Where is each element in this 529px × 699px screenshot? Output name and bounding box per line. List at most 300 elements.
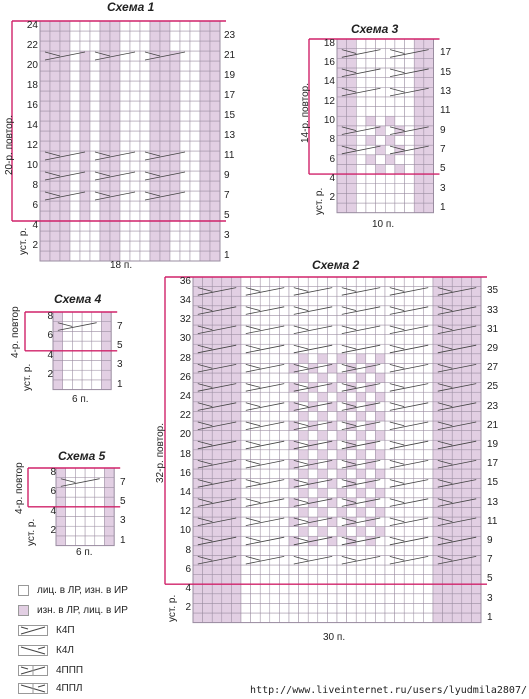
chart-cell — [414, 107, 424, 117]
chart-cell — [160, 41, 170, 51]
chart-cell — [375, 507, 385, 517]
chart-cell — [150, 101, 160, 111]
chart-cell — [241, 335, 251, 345]
chart-cell — [405, 155, 415, 165]
chart-cell — [40, 221, 50, 231]
chart-cell — [150, 141, 160, 151]
chart-cell — [241, 469, 251, 479]
chart-cell — [337, 354, 347, 364]
row-number-right: 23 — [487, 400, 499, 412]
row-number-right: 7 — [487, 554, 493, 566]
chart-cell — [385, 97, 395, 107]
chart-cell — [337, 431, 347, 441]
chart-cell — [95, 536, 105, 546]
chart-cell — [200, 81, 210, 91]
chart-cell — [375, 488, 385, 498]
chart-cell — [102, 322, 112, 332]
row-number-right: 9 — [487, 535, 493, 546]
chart-cell — [423, 575, 433, 585]
chart-cell — [270, 469, 280, 479]
chart-cell — [404, 277, 414, 287]
chart-cell — [337, 184, 347, 194]
chart-cell — [231, 315, 241, 325]
chart-cell — [366, 203, 376, 213]
chart-cell — [203, 594, 213, 604]
chart-cell — [424, 116, 434, 126]
chart-cell — [299, 575, 309, 585]
chart-cell — [193, 450, 203, 460]
chart-cell — [130, 211, 140, 221]
row-number-left: 10 — [179, 525, 191, 537]
scheme-1-repeat-label: 20-р. повтор. — [4, 114, 15, 175]
chart-cell — [318, 411, 328, 421]
chart-cell — [231, 584, 241, 594]
chart-cell — [50, 241, 60, 251]
chart-cell — [414, 335, 424, 345]
chart-cell — [241, 354, 251, 364]
chart-cell — [327, 469, 337, 479]
chart-cell — [385, 392, 395, 402]
chart-cell — [347, 277, 357, 287]
chart-cell — [395, 164, 405, 174]
chart-cell — [200, 41, 210, 51]
chart-cell — [385, 315, 395, 325]
chart-cell — [366, 555, 376, 565]
chart-cell — [241, 450, 251, 460]
chart-cell — [318, 344, 328, 354]
chart-cell — [190, 141, 200, 151]
chart-cell — [200, 241, 210, 251]
chart-cell — [170, 181, 180, 191]
chart-cell — [279, 594, 289, 604]
chart-cell — [356, 594, 366, 604]
chart-cell — [82, 361, 92, 371]
chart-cell — [140, 221, 150, 231]
chart-cell — [170, 111, 180, 121]
chart-cell — [395, 411, 405, 421]
chart-cell — [462, 575, 472, 585]
chart-cell — [404, 603, 414, 613]
chart-cell — [471, 565, 481, 575]
chart-cell — [462, 546, 472, 556]
chart-cell — [327, 575, 337, 585]
chart-cell — [443, 584, 453, 594]
chart-cell — [327, 450, 337, 460]
chart-cell — [222, 287, 232, 297]
chart-cell — [414, 363, 424, 373]
chart-cell — [193, 565, 203, 575]
row-number-right: 5 — [224, 210, 230, 221]
chart-cell — [90, 81, 100, 91]
chart-cell — [327, 411, 337, 421]
chart-cell — [222, 469, 232, 479]
chart-cell — [70, 181, 80, 191]
chart-cell — [212, 488, 222, 498]
chart-cell — [385, 488, 395, 498]
chart-cell — [72, 351, 82, 361]
row-number-left: 8 — [329, 134, 335, 146]
chart-cell — [70, 131, 80, 141]
legend-purl — [18, 603, 128, 617]
chart-cell — [210, 81, 220, 91]
chart-cell — [160, 81, 170, 91]
chart-cell — [120, 171, 130, 181]
chart-cell — [90, 61, 100, 71]
chart-cell — [385, 184, 395, 194]
chart-cell — [471, 373, 481, 383]
scheme-1-setup-label: уст. р. — [18, 227, 29, 255]
chart-cell — [337, 174, 347, 184]
chart-cell — [270, 325, 280, 335]
chart-cell — [212, 315, 222, 325]
chart-cell — [56, 468, 66, 478]
chart-cell — [471, 603, 481, 613]
chart-cell — [433, 603, 443, 613]
chart-cell — [100, 31, 110, 41]
row-number-right: 11 — [487, 515, 498, 527]
chart-cell — [231, 296, 241, 306]
chart-cell — [414, 584, 424, 594]
scheme-2-title: Схема 2 — [312, 258, 360, 272]
chart-cell — [193, 575, 203, 585]
chart-cell — [241, 575, 251, 585]
chart-cell — [347, 335, 357, 345]
chart-cell — [70, 91, 80, 101]
chart-cell — [40, 101, 50, 111]
chart-cell — [80, 231, 90, 241]
chart-cell — [356, 488, 366, 498]
chart-cell — [170, 101, 180, 111]
chart-cell — [102, 331, 112, 341]
chart-cell — [414, 546, 424, 556]
chart-cell — [318, 555, 328, 565]
chart-cell — [231, 488, 241, 498]
chart-cell — [40, 211, 50, 221]
chart-cell — [251, 469, 261, 479]
chart-cell — [356, 193, 366, 203]
chart-cell — [452, 315, 462, 325]
chart-cell — [404, 507, 414, 517]
chart-cell — [180, 121, 190, 131]
chart-cell — [160, 31, 170, 41]
chart-cell — [80, 251, 90, 261]
chart-cell — [347, 469, 357, 479]
chart-cell — [366, 507, 376, 517]
chart-cell — [180, 231, 190, 241]
chart-cell — [347, 613, 357, 623]
chart-cell — [110, 231, 120, 241]
chart-cell — [105, 517, 115, 527]
chart-cell — [299, 613, 309, 623]
chart-cell — [443, 507, 453, 517]
row-number-left: 18 — [179, 448, 191, 460]
chart-cell — [471, 392, 481, 402]
chart-cell — [270, 536, 280, 546]
chart-cell — [299, 373, 309, 383]
chart-cell — [318, 325, 328, 335]
chart-cell — [40, 111, 50, 121]
chart-cell — [210, 251, 220, 261]
chart-cell — [462, 306, 472, 316]
chart-cell — [462, 421, 472, 431]
chart-cell — [366, 277, 376, 287]
watermark-url: http://www.liveinternet.ru/users/lyudmila2807/ — [250, 685, 527, 696]
chart-cell — [366, 174, 376, 184]
chart-cell — [203, 335, 213, 345]
chart-cell — [424, 58, 434, 68]
chart-cell — [85, 497, 95, 507]
chart-cell — [289, 575, 299, 585]
chart-cell — [356, 107, 366, 117]
chart-cell — [347, 546, 357, 556]
chart-cell — [308, 354, 318, 364]
chart-cell — [150, 21, 160, 31]
row-number-left: 16 — [323, 57, 335, 69]
chart-cell — [443, 469, 453, 479]
chart-cell — [190, 171, 200, 181]
chart-cell — [212, 450, 222, 460]
chart-cell — [424, 184, 434, 194]
row-number-right: 5 — [120, 495, 126, 507]
chart-cell — [308, 450, 318, 460]
chart-cell — [60, 41, 70, 51]
chart-cell — [66, 507, 76, 517]
chart-cell — [414, 39, 424, 49]
chart-cell — [423, 277, 433, 287]
chart-cell — [423, 613, 433, 623]
chart-cell — [395, 315, 405, 325]
chart-cell — [270, 584, 280, 594]
chart-cell — [120, 61, 130, 71]
chart-cell — [200, 251, 210, 261]
chart-cell — [404, 411, 414, 421]
chart-cell — [366, 136, 376, 146]
scheme-5-repeat-label: 4-р. повтор — [14, 462, 25, 514]
chart-cell — [150, 121, 160, 131]
chart-cell — [200, 161, 210, 171]
row-number-right: 5 — [440, 163, 446, 175]
chart-cell — [289, 603, 299, 613]
chart-cell — [356, 164, 366, 174]
chart-cell — [130, 121, 140, 131]
chart-cell — [375, 469, 385, 479]
chart-cell — [60, 31, 70, 41]
chart-cell — [140, 141, 150, 151]
chart-cell — [210, 101, 220, 111]
chart-cell — [80, 121, 90, 131]
chart-cell — [40, 181, 50, 191]
chart-cell — [395, 193, 405, 203]
chart-cell — [80, 131, 90, 141]
chart-cell — [241, 546, 251, 556]
chart-cell — [423, 335, 433, 345]
chart-cell — [279, 373, 289, 383]
chart-cell — [347, 584, 357, 594]
chart-cell — [222, 459, 232, 469]
chart-cell — [318, 498, 328, 508]
chart-cell — [433, 488, 443, 498]
chart-cell — [385, 373, 395, 383]
chart-cell — [404, 315, 414, 325]
chart-cell — [414, 296, 424, 306]
chart-cell — [180, 41, 190, 51]
chart-cell — [222, 498, 232, 508]
row-number-right: 1 — [117, 378, 123, 390]
chart-cell — [140, 201, 150, 211]
chart-cell — [241, 392, 251, 402]
chart-cell — [140, 21, 150, 31]
chart-cell — [405, 39, 415, 49]
chart-cell — [462, 555, 472, 565]
chart-cell — [279, 488, 289, 498]
chart-cell — [50, 21, 60, 31]
chart-cell — [462, 344, 472, 354]
chart-cell — [82, 370, 92, 380]
chart-cell — [150, 71, 160, 81]
chart-cell — [140, 241, 150, 251]
chart-cell — [385, 155, 395, 165]
scheme-5-stitch-count: 6 п. — [76, 547, 93, 558]
chart-cell — [462, 469, 472, 479]
chart-cell — [337, 97, 347, 107]
chart-cell — [193, 488, 203, 498]
chart-cell — [414, 354, 424, 364]
chart-cell — [318, 565, 328, 575]
row-number-right: 7 — [224, 190, 230, 201]
chart-cell — [289, 450, 299, 460]
chart-cell — [260, 603, 270, 613]
chart-cell — [203, 450, 213, 460]
chart-cell — [222, 517, 232, 527]
chart-cell — [140, 91, 150, 101]
chart-cell — [66, 517, 76, 527]
chart-cell — [100, 41, 110, 51]
chart-cell — [231, 392, 241, 402]
chart-cell — [92, 361, 102, 371]
chart-cell — [231, 527, 241, 537]
chart-cell — [50, 41, 60, 51]
chart-cell — [85, 536, 95, 546]
chart-cell — [279, 392, 289, 402]
chart-cell — [140, 61, 150, 71]
chart-cell — [289, 488, 299, 498]
chart-cell — [92, 312, 102, 322]
scheme-3-grid — [337, 39, 436, 215]
chart-cell — [279, 335, 289, 345]
chart-cell — [110, 141, 120, 151]
chart-cell — [120, 121, 130, 131]
chart-cell — [308, 431, 318, 441]
chart-cell — [80, 81, 90, 91]
chart-cell — [356, 97, 366, 107]
chart-cell — [120, 31, 130, 41]
chart-cell — [318, 527, 328, 537]
chart-cell — [100, 21, 110, 31]
row-number-right: 3 — [440, 182, 446, 194]
chart-cell — [366, 68, 376, 78]
chart-cell — [375, 373, 385, 383]
chart-cell — [150, 231, 160, 241]
chart-cell — [318, 383, 328, 393]
row-number-right: 35 — [487, 285, 499, 297]
chart-cell — [193, 335, 203, 345]
row-number-left: 18 — [323, 37, 335, 49]
chart-cell — [50, 91, 60, 101]
chart-cell — [102, 351, 112, 361]
chart-cell — [190, 21, 200, 31]
chart-cell — [433, 277, 443, 287]
chart-cell — [251, 507, 261, 517]
chart-cell — [222, 450, 232, 460]
chart-cell — [80, 161, 90, 171]
chart-cell — [395, 575, 405, 585]
chart-cell — [160, 221, 170, 231]
chart-cell — [404, 450, 414, 460]
chart-cell — [414, 174, 424, 184]
chart-cell — [170, 71, 180, 81]
chart-cell — [241, 411, 251, 421]
chart-cell — [395, 584, 405, 594]
chart-cell — [270, 498, 280, 508]
chart-cell — [366, 603, 376, 613]
chart-cell — [385, 193, 395, 203]
chart-cell — [347, 354, 357, 364]
chart-cell — [60, 71, 70, 81]
chart-cell — [222, 565, 232, 575]
chart-cell — [200, 71, 210, 81]
chart-cell — [366, 440, 376, 450]
chart-cell — [423, 507, 433, 517]
chart-cell — [60, 21, 70, 31]
chart-cell — [60, 231, 70, 241]
row-number-right: 19 — [487, 439, 499, 450]
chart-cell — [471, 296, 481, 306]
row-number-right: 3 — [117, 359, 123, 371]
chart-cell — [53, 331, 63, 341]
chart-cell — [260, 527, 270, 537]
chart-cell — [347, 184, 357, 194]
row-number-left: 30 — [179, 333, 191, 345]
chart-cell — [414, 565, 424, 575]
chart-cell — [385, 58, 395, 68]
chart-cell — [120, 131, 130, 141]
chart-cell — [160, 231, 170, 241]
chart-cell — [327, 527, 337, 537]
chart-cell — [385, 335, 395, 345]
chart-cell — [66, 526, 76, 536]
chart-cell — [385, 546, 395, 556]
row-number-right: 17 — [440, 47, 452, 59]
chart-cell — [95, 517, 105, 527]
chart-cell — [210, 181, 220, 191]
chart-cell — [120, 181, 130, 191]
chart-cell — [405, 164, 415, 174]
chart-cell — [327, 354, 337, 364]
chart-cell — [160, 91, 170, 101]
chart-cell — [200, 231, 210, 241]
chart-cell — [452, 411, 462, 421]
chart-cell — [190, 161, 200, 171]
chart-cell — [356, 155, 366, 165]
chart-cell — [251, 565, 261, 575]
chart-cell — [452, 450, 462, 460]
chart-cell — [231, 594, 241, 604]
row-number-left: 22 — [179, 410, 191, 422]
chart-cell — [356, 315, 366, 325]
chart-cell — [200, 51, 210, 61]
chart-cell — [231, 431, 241, 441]
chart-cell — [63, 312, 73, 322]
